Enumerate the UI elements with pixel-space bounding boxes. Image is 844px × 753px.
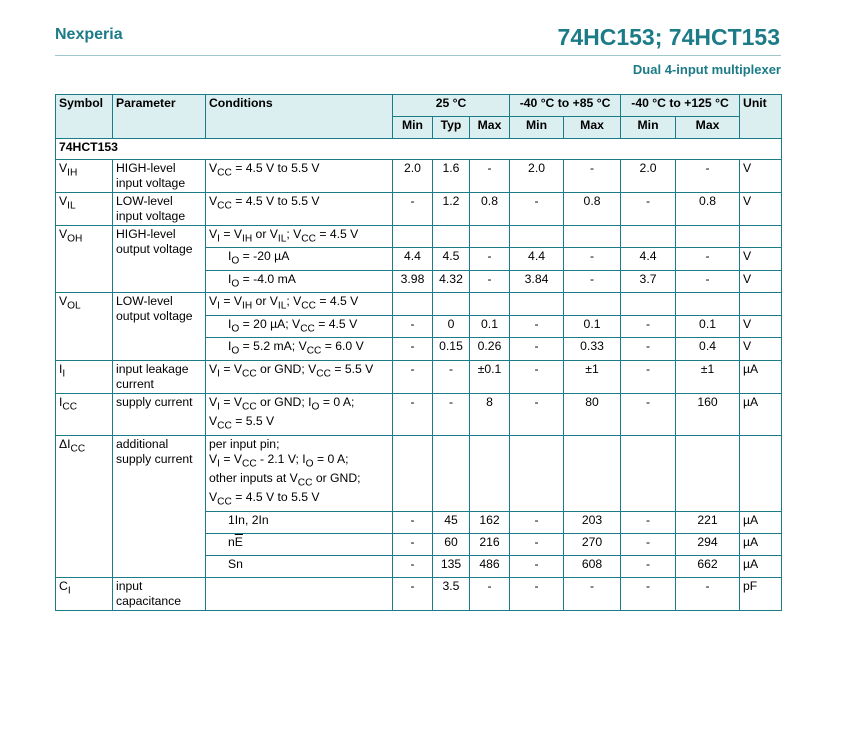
cond-vih: $V_{CC} = 4.5$ V to 5.5 V — [206, 160, 393, 193]
value-cell: - — [393, 393, 433, 435]
header-max: Max — [564, 117, 621, 139]
param-ci: input capacitance — [113, 577, 206, 610]
value-cell: - — [393, 577, 433, 610]
value-cell: - — [393, 360, 433, 393]
cond-vil: $V_{CC} = 4.5$ V to 5.5 V — [206, 193, 393, 226]
unit-cell: V — [740, 193, 782, 226]
unit-cell: V — [740, 160, 782, 193]
value-cell: - — [676, 160, 740, 193]
param-vil: LOW-level input voltage — [113, 193, 206, 226]
header-min: Min — [510, 117, 564, 139]
value-cell: ±0.1 — [470, 360, 510, 393]
cond-dicc-sub: Sn — [206, 555, 393, 577]
value-cell: 160 — [676, 393, 740, 435]
value-cell: - — [470, 248, 510, 270]
header-parameter: Parameter — [113, 95, 206, 139]
cond-vol-sub2: $I_O = 5.2$ mA; $V_{CC} = 6.0$ V — [206, 338, 393, 360]
value-cell: 4.4 — [510, 248, 564, 270]
cond-voh-sub1: $I_O = -20$ µA — [206, 248, 393, 270]
document-title: 74HC153; 74HCT153 — [557, 24, 780, 50]
value-cell: 60 — [433, 533, 470, 555]
value-cell: 0.8 — [470, 193, 510, 226]
table-row-ii — [56, 360, 782, 393]
table-row-vol — [56, 293, 782, 315]
value-cell: 203 — [564, 511, 621, 533]
param-vol: LOW-level output voltage — [113, 293, 206, 360]
cond-icc: $V_I = V_{CC}$ or GND; $I_O = 0$ A; $V_{CC} = 5.5$ V — [206, 393, 393, 435]
value-cell: 3.84 — [510, 270, 564, 292]
symbol-vil: $V_{IL}$ — [56, 193, 113, 226]
cond-dicc-sub: 1In, 2In — [206, 511, 393, 533]
value-cell: - — [621, 577, 676, 610]
value-cell: 4.4 — [393, 248, 433, 270]
symbol-voh: $V_{OH}$ — [56, 226, 113, 293]
cond-ii: $V_I = V_{CC}$ or GND; $V_{CC} = 5.5$ V — [206, 360, 393, 393]
header-min: Min — [393, 117, 433, 139]
value-cell: - — [621, 393, 676, 435]
value-cell: - — [676, 577, 740, 610]
group-row — [56, 139, 782, 160]
header-125c: -40 °C to +125 °C — [621, 95, 740, 117]
table-row-ci — [56, 577, 782, 610]
unit-cell: V — [740, 270, 782, 292]
value-cell: 45 — [433, 511, 470, 533]
value-cell: - — [621, 360, 676, 393]
header-25c: 25 °C — [393, 95, 510, 117]
value-cell: 80 — [564, 393, 621, 435]
characteristics-table — [55, 94, 782, 611]
header-typ: Typ — [433, 117, 470, 139]
value-cell: 294 — [676, 533, 740, 555]
value-cell: - — [470, 160, 510, 193]
value-cell: 0.33 — [564, 338, 621, 360]
header-max: Max — [470, 117, 510, 139]
value-cell: 0.26 — [470, 338, 510, 360]
unit-cell: µA — [740, 393, 782, 435]
value-cell: 0.15 — [433, 338, 470, 360]
unit-cell: µA — [740, 533, 782, 555]
value-cell: 486 — [470, 555, 510, 577]
value-cell: 162 — [470, 511, 510, 533]
header-unit: Unit — [740, 95, 782, 139]
value-cell: 135 — [433, 555, 470, 577]
value-cell: - — [393, 338, 433, 360]
value-cell: 3.98 — [393, 270, 433, 292]
value-cell: 0.1 — [470, 315, 510, 337]
value-cell: 3.5 — [433, 577, 470, 610]
unit-cell: V — [740, 315, 782, 337]
value-cell: 2.0 — [621, 160, 676, 193]
unit-cell: pF — [740, 577, 782, 610]
table-row-dicc — [56, 435, 782, 511]
table-row-voh — [56, 226, 782, 248]
symbol-vih: $V_{IH}$ — [56, 160, 113, 193]
value-cell: 4.4 — [621, 248, 676, 270]
value-cell: - — [510, 393, 564, 435]
value-cell: 4.32 — [433, 270, 470, 292]
value-cell: - — [510, 193, 564, 226]
param-icc: supply current — [113, 393, 206, 435]
group-label: 74HCT153 — [56, 139, 782, 160]
cond-vol: $V_I = V_{IH}$ or $V_{IL}$; $V_{CC} = 4.5$ V — [206, 293, 393, 315]
value-cell: 270 — [564, 533, 621, 555]
cond-vol-sub1: $I_O = 20$ µA; $V_{CC} = 4.5$ V — [206, 315, 393, 337]
value-cell: 2.0 — [393, 160, 433, 193]
value-cell: - — [564, 248, 621, 270]
value-cell: - — [433, 393, 470, 435]
value-cell: 0 — [433, 315, 470, 337]
value-cell: 662 — [676, 555, 740, 577]
value-cell: - — [621, 315, 676, 337]
unit-cell: µA — [740, 555, 782, 577]
value-cell: - — [510, 511, 564, 533]
symbol-ci: $C_I$ — [56, 577, 113, 610]
value-cell: - — [510, 533, 564, 555]
value-cell: - — [393, 555, 433, 577]
value-cell: 1.6 — [433, 160, 470, 193]
param-vih: HIGH-level input voltage — [113, 160, 206, 193]
value-cell: 3.7 — [621, 270, 676, 292]
value-cell: - — [433, 360, 470, 393]
value-cell: - — [621, 555, 676, 577]
symbol-vol: $V_{OL}$ — [56, 293, 113, 360]
param-dicc: additional supply current — [113, 435, 206, 577]
header-conditions: Conditions — [206, 95, 393, 139]
value-cell: - — [393, 193, 433, 226]
table-row-vil — [56, 193, 782, 226]
value-cell: - — [510, 360, 564, 393]
table-row-vih — [56, 160, 782, 193]
header-max: Max — [676, 117, 740, 139]
symbol-icc: $I_{CC}$ — [56, 393, 113, 435]
header-divider — [55, 55, 781, 56]
cond-ci — [206, 577, 393, 610]
document-subtitle: Dual 4-input multiplexer — [632, 62, 781, 77]
value-cell: 4.5 — [433, 248, 470, 270]
unit-cell: V — [740, 338, 782, 360]
symbol-ii: $I_I$ — [56, 360, 113, 393]
value-cell: - — [564, 577, 621, 610]
value-cell: - — [393, 533, 433, 555]
value-cell: - — [510, 315, 564, 337]
value-cell: 0.8 — [676, 193, 740, 226]
value-cell: - — [470, 577, 510, 610]
value-cell: 0.8 — [564, 193, 621, 226]
table-row-icc — [56, 393, 782, 435]
value-cell: - — [510, 338, 564, 360]
value-cell: - — [621, 511, 676, 533]
unit-cell: µA — [740, 511, 782, 533]
value-cell: - — [676, 248, 740, 270]
value-cell: - — [621, 533, 676, 555]
value-cell: 1.2 — [433, 193, 470, 226]
value-cell: ±1 — [676, 360, 740, 393]
value-cell: 216 — [470, 533, 510, 555]
value-cell: 8 — [470, 393, 510, 435]
value-cell: - — [470, 270, 510, 292]
value-cell: - — [676, 270, 740, 292]
unit-cell: V — [740, 248, 782, 270]
brand-name: Nexperia — [55, 26, 123, 43]
value-cell: - — [393, 315, 433, 337]
value-cell: - — [621, 193, 676, 226]
value-cell: 2.0 — [510, 160, 564, 193]
value-cell: 0.4 — [676, 338, 740, 360]
value-cell: - — [564, 270, 621, 292]
value-cell: - — [510, 577, 564, 610]
value-cell: ±1 — [564, 360, 621, 393]
symbol-dicc: $\Delta I_{CC}$ — [56, 435, 113, 577]
header-symbol: Symbol — [56, 95, 113, 139]
header-85c: -40 °C to +85 °C — [510, 95, 621, 117]
cond-dicc-sub: $n\overline{E}$ — [206, 533, 393, 555]
value-cell: - — [510, 555, 564, 577]
cond-voh: $V_I = V_{IH}$ or $V_{IL}$; $V_{CC} = 4.5$ V — [206, 226, 393, 248]
value-cell: - — [393, 511, 433, 533]
param-voh: HIGH-level output voltage — [113, 226, 206, 293]
value-cell: - — [621, 338, 676, 360]
unit-cell: µA — [740, 360, 782, 393]
table-header-row — [56, 95, 782, 117]
value-cell: 0.1 — [676, 315, 740, 337]
value-cell: 608 — [564, 555, 621, 577]
value-cell: 0.1 — [564, 315, 621, 337]
value-cell: 221 — [676, 511, 740, 533]
value-cell: - — [564, 160, 621, 193]
header-min: Min — [621, 117, 676, 139]
cond-voh-sub2: $I_O = -4.0$ mA — [206, 270, 393, 292]
param-ii: input leakage current — [113, 360, 206, 393]
cond-dicc: per input pin; $V_I = V_{CC} - 2.1$ V; $I_O = 0$ A; other inputs at $V_{CC}$ or GND; $V_{CC} = 4.5$ V to 5.5 V — [206, 435, 393, 511]
